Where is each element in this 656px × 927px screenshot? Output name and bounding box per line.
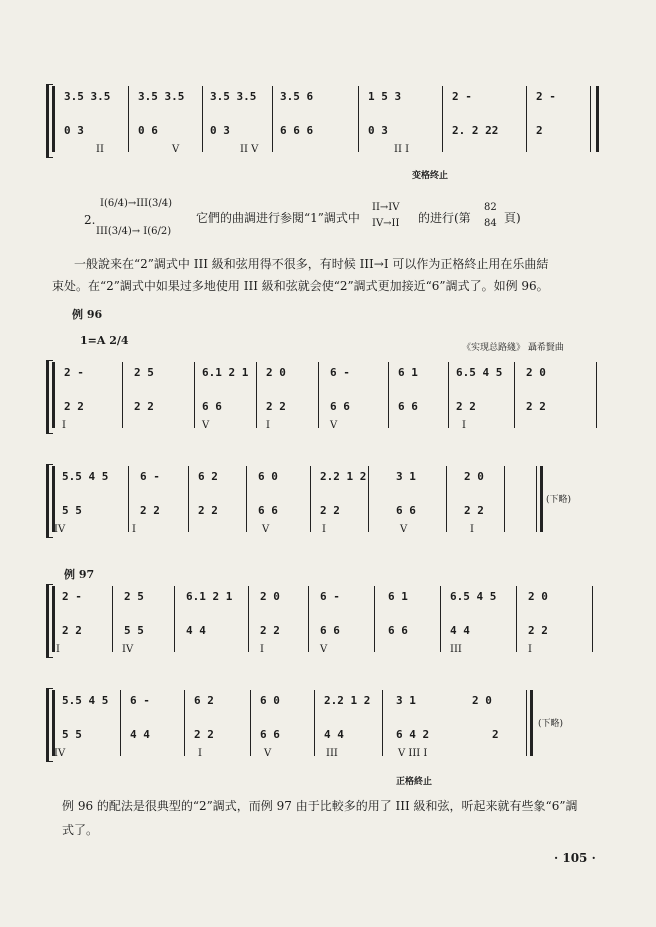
notes-bottom: 2 2 — [198, 504, 218, 517]
section-text: 它們的曲調进行参閱“1”調式中 — [196, 211, 360, 225]
notes-bottom: 6 6 6 — [280, 124, 314, 137]
notes-top: 2 0 — [528, 590, 548, 603]
score-system-ex96-1 — [52, 360, 600, 448]
score-system-ex97-2 — [52, 688, 600, 787]
notes-top: 6 2 — [198, 470, 218, 483]
notes-bottom: 6 6 — [388, 624, 408, 637]
notes-top: 6 0 — [260, 694, 280, 707]
roman-numeral: I — [266, 420, 270, 431]
notes-top: 2 5 — [134, 366, 154, 379]
roman-numeral: I — [260, 644, 264, 655]
notes-bottom: 6 6 — [260, 728, 280, 741]
notes-bottom: 6 6 — [396, 504, 416, 517]
formula-b: III(3/4)→ I(6/2) — [96, 226, 172, 237]
notes-bottom: 2 2 — [134, 400, 154, 413]
notes-bottom: 4 4 — [130, 728, 150, 741]
notes-top: 2.2 1 2 — [320, 470, 367, 483]
notes-bottom: 4 4 — [450, 624, 470, 637]
paragraph-line: 式了。 — [62, 823, 99, 837]
notes-top: 2 0 — [260, 590, 280, 603]
notes-bottom: 6 6 — [320, 624, 340, 637]
roman-numeral: I — [470, 524, 474, 535]
roman-numeral: V — [264, 748, 272, 759]
roman-numeral: V — [330, 420, 338, 431]
roman-numeral: V — [172, 144, 180, 155]
notes-bottom: 4 4 — [186, 624, 206, 637]
notes-top: 6 0 — [258, 470, 278, 483]
roman-numeral: II I — [394, 144, 410, 155]
roman-numeral: I — [132, 524, 136, 535]
roman-numeral: I — [56, 644, 60, 655]
roman-numeral: I — [528, 644, 532, 655]
notes-top: 3.5 3.5 — [64, 90, 111, 103]
notes-top: 6.1 2 1 — [202, 366, 249, 379]
notes-bottom: 6 6 — [202, 400, 222, 413]
notes-bottom: 2 2 — [260, 624, 280, 637]
notes-top: 6 2 — [194, 694, 214, 707]
roman-numeral: IV — [54, 748, 66, 759]
notes-bottom: 2 2 — [464, 504, 484, 517]
notes-bottom: 6 6 — [330, 400, 350, 413]
roman-numeral: III — [326, 748, 338, 759]
notes-top: 2 0 — [464, 470, 484, 483]
roman-numeral: V — [400, 524, 408, 535]
notes-bottom: 0 3 — [210, 124, 230, 137]
notes-bottom: 2 2 — [140, 504, 160, 517]
notes-top: 6 - — [330, 366, 350, 379]
roman-numeral: V — [262, 524, 270, 535]
page-number: · 105 · — [554, 851, 596, 865]
notes-bottom: 6 6 — [258, 504, 278, 517]
paragraph-line: 一般說来在“2”調式中 III 級和弦用得不很多，有时候 III→I 可以作为正格終止用在乐曲結 — [74, 257, 549, 271]
notes-bottom: 2 2 — [320, 504, 340, 517]
page-ref-top: 82 — [484, 202, 497, 213]
notes-bottom: 2 2 — [528, 624, 548, 637]
notes-top: 2 - — [452, 90, 472, 103]
notes-top: 3.5 6 — [280, 90, 314, 103]
notes-bottom: 2. 2 22 — [452, 124, 499, 137]
source-credit: 《实现总路綫》 聶希賢曲 — [462, 343, 564, 353]
notes-bottom: 0 3 — [64, 124, 84, 137]
roman-numeral: I — [62, 420, 66, 431]
score-system-ex97-1 — [52, 584, 600, 672]
notes-top: 6.1 2 1 — [186, 590, 233, 603]
roman-numeral: II V — [240, 144, 259, 155]
cadence-note: 变格终止 — [412, 171, 449, 181]
notes-bottom: 4 4 — [324, 728, 344, 741]
notes-bottom: 2 2 — [64, 400, 84, 413]
roman-numeral: V III I — [398, 748, 428, 759]
notes-top: 2 - — [536, 90, 556, 103]
roman-numeral: V — [202, 420, 210, 431]
notes-top: 1 5 3 — [368, 90, 402, 103]
notes-top: 2 0 — [472, 694, 492, 707]
cadence-note: 正格終止 — [396, 777, 433, 787]
notes-top: 2 - — [64, 366, 84, 379]
notes-bottom: 2 — [536, 124, 543, 137]
notes-bottom: 5 5 — [124, 624, 144, 637]
score-system-1 — [52, 84, 600, 181]
formula-a: I(6/4)→III(3/4) — [100, 198, 172, 209]
roman-numeral: IV — [54, 524, 66, 535]
notes-top: 2 5 — [124, 590, 144, 603]
roman-numeral: IV — [122, 644, 134, 655]
notes-top: 6 - — [140, 470, 160, 483]
notes-bottom: 6 4 2 — [396, 728, 430, 741]
roman-numeral: III — [450, 644, 462, 655]
notes-top: 5.5 4 5 — [62, 694, 109, 707]
notes-bottom: 5 5 — [62, 504, 82, 517]
notes-top: 6 - — [130, 694, 150, 707]
notes-bottom: 2 2 — [526, 400, 546, 413]
roman-numeral: I — [462, 420, 466, 431]
notes-bottom: 0 6 — [138, 124, 158, 137]
notes-bottom: 2 2 — [62, 624, 82, 637]
progression-b: IV→II — [372, 218, 400, 229]
notes-top: 3 1 — [396, 694, 416, 707]
notes-top: 6 - — [320, 590, 340, 603]
example-label: 例 97 — [64, 568, 95, 581]
notes-top: 3.5 3.5 — [210, 90, 257, 103]
notes-bottom: 2 2 — [194, 728, 214, 741]
notes-top: 6.5 4 5 — [450, 590, 497, 603]
section-tail: 的进行(第 — [418, 211, 471, 225]
paragraph-line: 束处。在“2”調式中如果过多地使用 III 級和弦就会使“2”調式更加接近“6”調式了。如例 96。 — [52, 279, 549, 293]
section-end: 頁) — [504, 211, 521, 225]
omitted-note: (下略) — [546, 495, 572, 505]
notes-top: 6 1 — [388, 590, 408, 603]
notes-top: 2 0 — [266, 366, 286, 379]
notes-top: 6 1 — [398, 366, 418, 379]
notes-top: 6.5 4 5 — [456, 366, 503, 379]
roman-numeral: I — [198, 748, 202, 759]
notes-top: 5.5 4 5 — [62, 470, 109, 483]
notes-top: 3.5 3.5 — [138, 90, 185, 103]
progression-a: II→IV — [372, 202, 400, 213]
notes-bottom: 2 2 — [266, 400, 286, 413]
notes-bottom: 0 3 — [368, 124, 388, 137]
section-number: 2. — [84, 213, 96, 227]
omitted-note: (下略) — [538, 719, 564, 729]
notes-bottom: 5 5 — [62, 728, 82, 741]
paragraph-line: 例 96 的配法是很典型的“2”調式，而例 97 由于比較多的用了 III 級和弦，听起来就有些象“6”調 — [62, 799, 578, 813]
notes-bottom: 2 2 — [456, 400, 476, 413]
score-system-ex96-2 — [52, 464, 600, 552]
roman-numeral: I — [322, 524, 326, 535]
notes-bottom: 6 6 — [398, 400, 418, 413]
notes-top: 2 - — [62, 590, 82, 603]
roman-numeral: II — [96, 144, 104, 155]
roman-numeral: V — [320, 644, 328, 655]
notes-top: 2.2 1 2 — [324, 694, 371, 707]
key-signature: 1=A 2/4 — [80, 334, 129, 347]
notes-top: 3 1 — [396, 470, 416, 483]
notes-top: 2 0 — [526, 366, 546, 379]
notes-bottom: 2 — [492, 728, 499, 741]
page-ref-bottom: 84 — [484, 218, 497, 229]
example-label: 例 96 — [72, 308, 103, 321]
